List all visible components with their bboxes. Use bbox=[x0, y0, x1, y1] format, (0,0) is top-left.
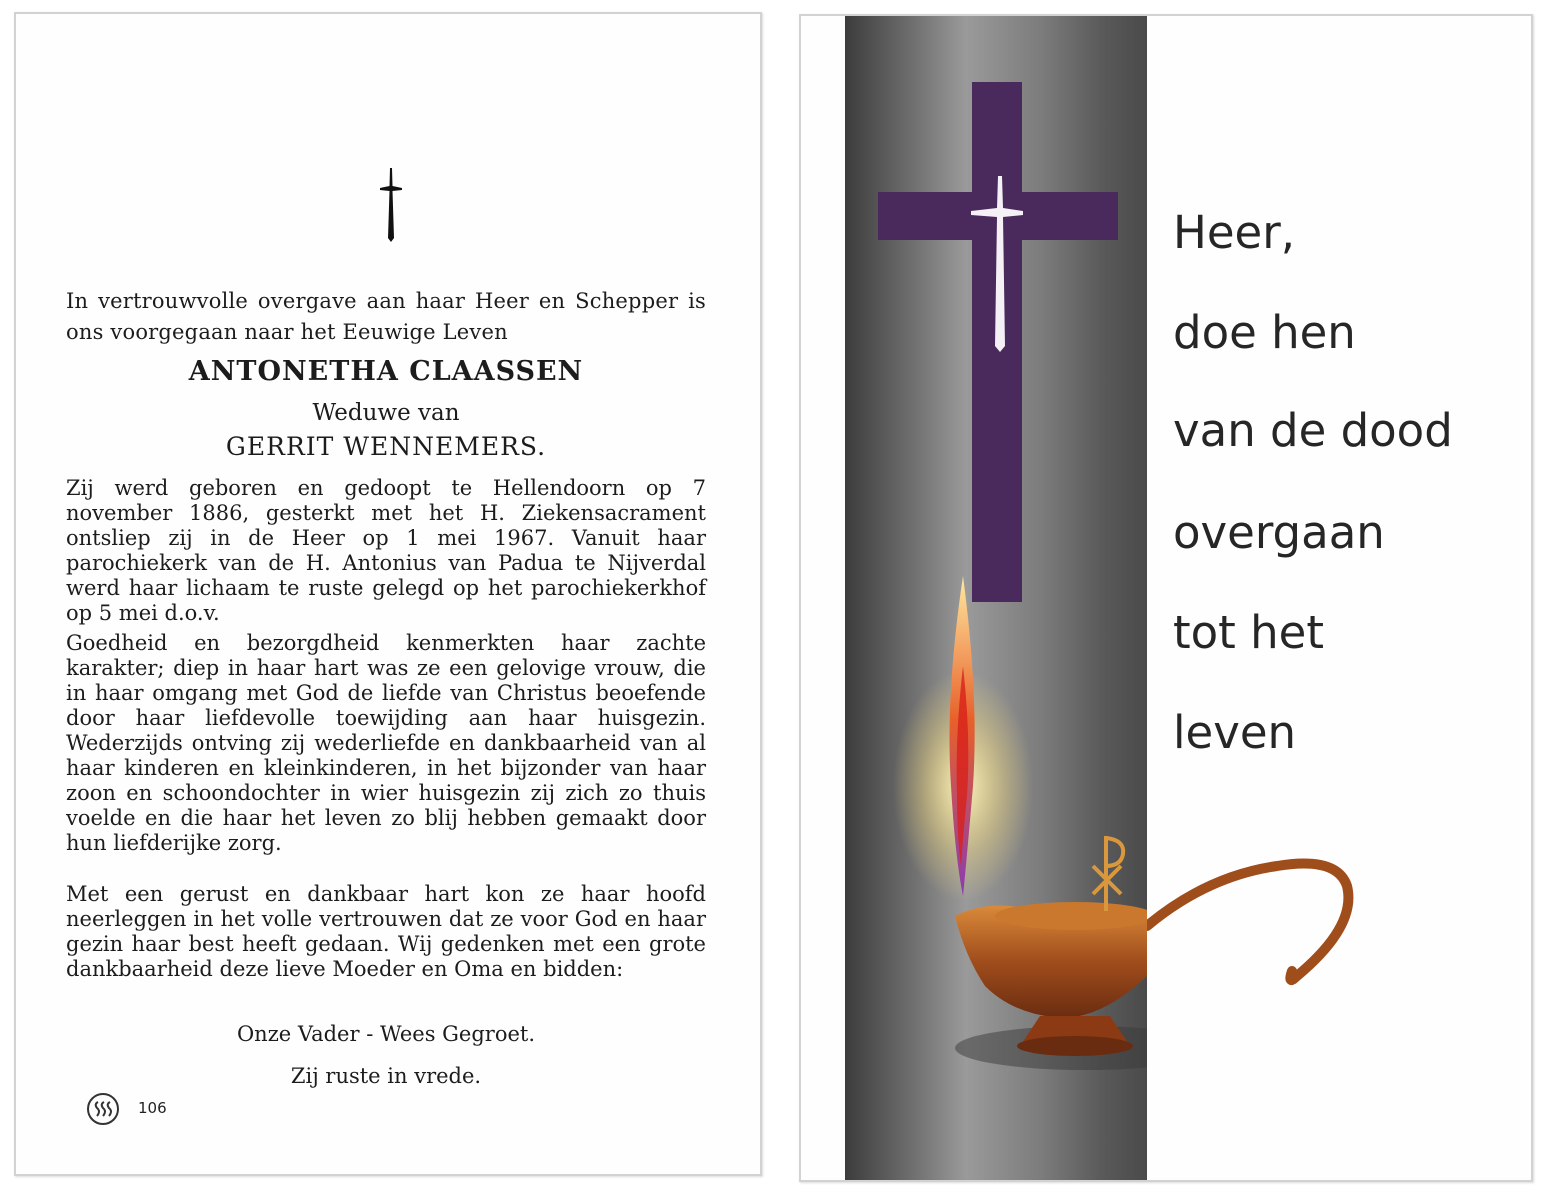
character-paragraph: Goedheid en bezorgdheid kenmerkten haar zachte karakter; diep in haar hart was ze een gelovige vrouw, die in haar omgang met God de liefde van Christus beoefende door haar liefdevolle toewijding aan haar huisgezin. Wederzijds ontving zij wederliefde en dankbaarheid van al haar kinderen en kleinkinderen, in het bijzonder van haar zoon en schoondochter in wier huisgezin zij zich zo thuis voelde en die haar het leven zo blij hebben gemaakt door hun liefderijke zorg. bbox=[66, 631, 706, 855]
lamp-and-cross-illustration bbox=[845, 16, 1147, 1180]
oil-lamp-icon bbox=[955, 902, 1147, 1056]
remembrance-paragraph: Met een gerust en dankbaar hart kon ze haar hoofd neerleggen in het volle vertrouwen dat ze voor God en haar gezin haar best heeft gedaan. Wij gedenken met een grote dankbaarheid deze lieve Moeder en Oma en bidden: bbox=[66, 882, 706, 981]
prayer-line: Onze Vader - Wees Gegroet. bbox=[236, 1022, 536, 1046]
chi-rho-icon bbox=[1093, 836, 1123, 911]
biography-paragraph: Zij werd geboren en gedoopt te Hellendoorn op 7 november 1886, gesterkt met het H. Ziekensacrament ontsliep zij in de Heer op 1 mei 1967. Vanuit haar parochiekerk van de H. Antonius van Padua te Nijverdal werd haar lichaam te ruste gelegd op het parochiekerkhof op 5 mei d.o.v. bbox=[66, 476, 706, 625]
prayer-line-1: Heer, bbox=[1173, 206, 1296, 259]
intro-text: In vertrouwvolle overgave aan haar Heer en Schepper is ons voorgegaan naar het Eeuwige Leven bbox=[66, 289, 706, 344]
prayer-line-4: overgaan bbox=[1173, 506, 1385, 559]
prayer-line-6: leven bbox=[1173, 706, 1297, 759]
husband-name: GERRIT WENNEMERS. bbox=[225, 432, 547, 461]
deceased-name: ANTONETHA CLAASSEN bbox=[188, 356, 584, 387]
widow-line: Weduwe van bbox=[312, 400, 460, 426]
obituary-text-card bbox=[14, 12, 762, 1176]
illustrated-prayer-card bbox=[799, 14, 1533, 1182]
publisher-number: 106 bbox=[138, 1099, 167, 1117]
lamp-handle-icon bbox=[1147, 836, 1377, 996]
prayer-line-5: tot het bbox=[1173, 606, 1324, 659]
rest-in-peace-line: Zij ruste in vrede. bbox=[290, 1064, 482, 1088]
latin-cross-icon bbox=[376, 164, 406, 244]
publisher-logo-icon bbox=[86, 1092, 120, 1126]
prayer-line-3: van de dood bbox=[1173, 404, 1453, 457]
prayer-line-2: doe hen bbox=[1173, 306, 1356, 359]
